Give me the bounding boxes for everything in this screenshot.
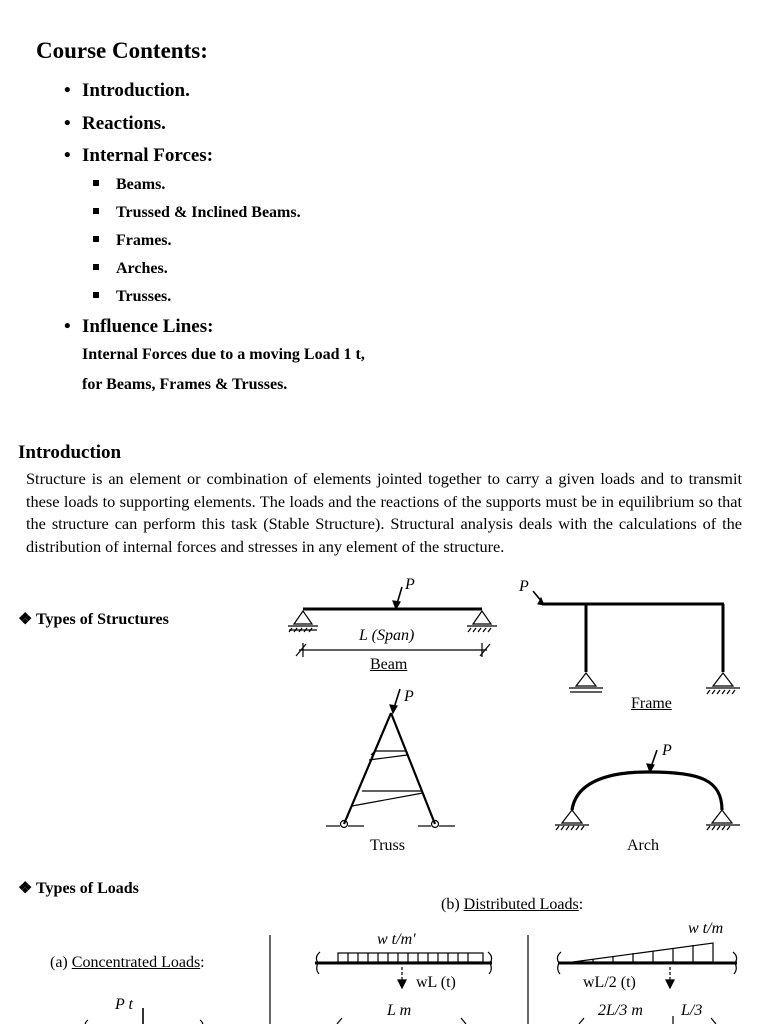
concentrated-loads-label: (a) Concentrated Loads:: [50, 954, 205, 971]
list-item-introduction: • Introduction.: [64, 80, 190, 101]
uniform-intensity-label: w t/m': [377, 931, 416, 948]
frame-load-label: P: [519, 578, 529, 595]
uniform-resultant-label: wL (t): [416, 974, 456, 991]
sublist-item-trussed-beams: Trussed & Inclined Beams.: [93, 204, 301, 222]
sublist-item-trusses: Trusses.: [93, 288, 171, 306]
distributed-loads-label: (b) Distributed Loads:: [441, 896, 584, 913]
truss-diagram: [326, 689, 455, 828]
influence-note-line-1: Internal Forces due to a moving Load 1 t,: [82, 346, 365, 363]
arch-load-label: P: [662, 742, 672, 759]
beam-span-label: L (Span): [359, 627, 415, 644]
triangular-intensity-label: w t/m: [688, 920, 724, 937]
beam-load-label: P: [405, 576, 415, 593]
truss-caption: Truss: [370, 837, 405, 854]
influence-note-line-2: for Beams, Frames & Trusses.: [82, 376, 288, 393]
sublist-item-arches: Arches.: [93, 260, 168, 278]
frame-diagram: [533, 591, 740, 694]
introduction-paragraph: Structure is an element or combination of elements jointed together to carry a given loads and to transmit these loads to supporting elements. The loads and the reactions of the supports must be in equilibrium so that the structure can perform this task (Stable Structure). Structural analysis deals with the calculations of the distribution of internal forces and stresses in any element of the structure.: [26, 469, 742, 556]
arch-caption: Arch: [627, 837, 659, 854]
course-contents-title: Course Contents:: [36, 38, 208, 63]
sublist-item-frames: Frames.: [93, 232, 172, 250]
truss-load-label: P: [404, 688, 414, 705]
uniform-length-label: L m: [387, 1002, 412, 1019]
list-item-internal-forces: • Internal Forces:: [64, 145, 214, 166]
triangular-distance-1: 2L/3 m: [598, 1002, 643, 1019]
sublist-item-beams: Beams.: [93, 176, 165, 194]
beam-diagram: [288, 587, 497, 657]
frame-caption: Frame: [631, 695, 672, 712]
list-item-influence-lines: • Influence Lines:: [64, 316, 214, 337]
concentrated-load-value: P t: [115, 996, 133, 1013]
triangular-distance-2: L/3: [681, 1002, 703, 1019]
types-of-loads-heading: ❖ Types of Loads: [18, 880, 139, 897]
types-of-structures-heading: ❖ Types of Structures: [18, 611, 169, 628]
introduction-heading: Introduction: [18, 442, 122, 463]
list-item-reactions: • Reactions.: [64, 113, 166, 134]
arch-diagram: [555, 750, 740, 830]
triangular-resultant-label: wL/2 (t): [583, 974, 636, 991]
beam-caption: Beam: [370, 656, 408, 673]
